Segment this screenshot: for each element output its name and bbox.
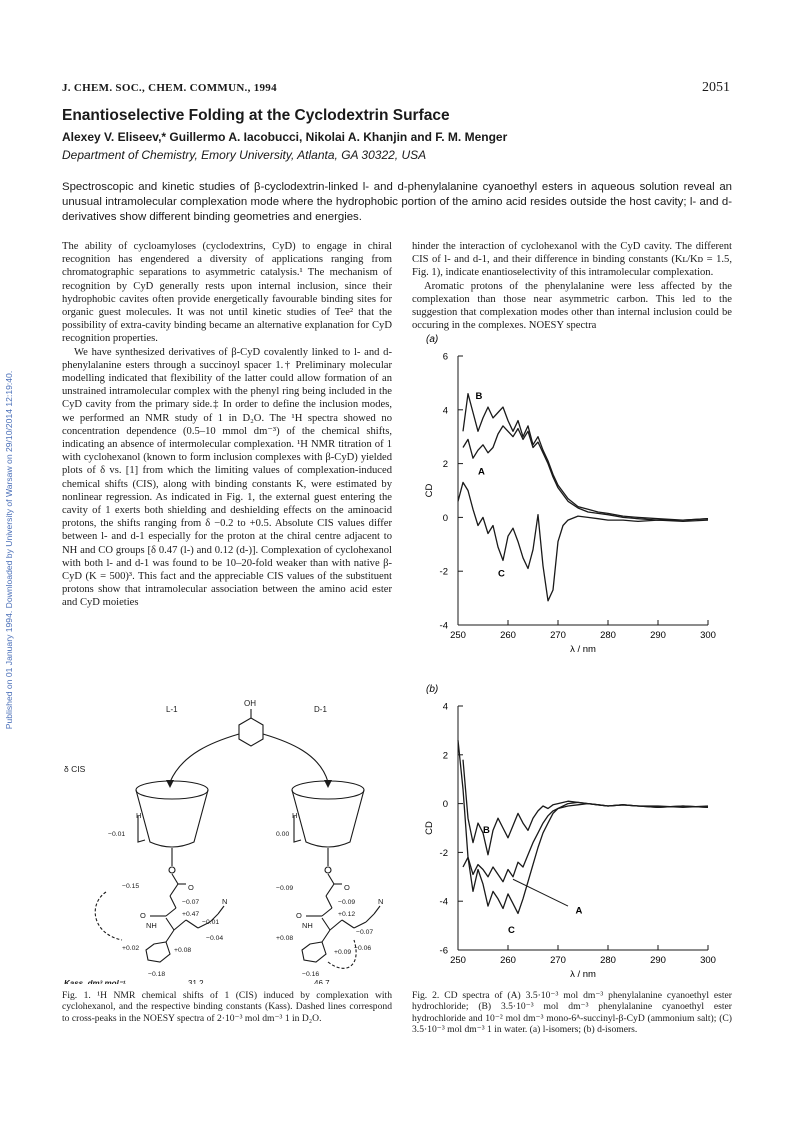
y-tick-label: -4 xyxy=(439,896,448,908)
cis-l-e: −0.04 xyxy=(206,935,224,942)
nh-label-l: NH xyxy=(146,921,157,930)
y-tick-label: 0 xyxy=(442,799,448,811)
kass-d-value: 46.7 xyxy=(314,979,330,984)
label-l-isomer: L-1 xyxy=(166,705,178,714)
figure-2b-svg xyxy=(412,680,732,990)
nitrile-n-l: N xyxy=(222,897,228,906)
download-watermark xyxy=(2,240,16,860)
cis-l-f: +0.02 xyxy=(122,945,140,952)
y-tick-label: -6 xyxy=(439,945,448,957)
chain-l xyxy=(95,867,224,962)
figure-1-drawing xyxy=(62,694,392,984)
label-delta-cis: δ CIS xyxy=(64,764,86,774)
article-affiliation: Department of Chemistry, Emory University, Atlanta, GA 30322, USA xyxy=(62,148,427,162)
y-tick-label: -4 xyxy=(439,620,448,632)
series-line-A xyxy=(463,804,708,882)
series-label-C: C xyxy=(498,568,505,580)
cyclohexanol-structure xyxy=(170,709,328,782)
y-tick-label: -2 xyxy=(439,847,448,859)
y-tick-label: 2 xyxy=(442,459,448,471)
series-label-B: B xyxy=(475,391,483,403)
series-line-B xyxy=(463,394,708,520)
label-oh: OH xyxy=(244,699,256,708)
x-tick-label: 250 xyxy=(450,630,466,641)
cyclodextrin-l xyxy=(136,781,208,866)
carbonyl-o-d: O xyxy=(344,883,350,892)
y-axis-label: CD xyxy=(424,821,435,835)
cis-d-c: +0.12 xyxy=(338,911,356,918)
panel-label: (b) xyxy=(426,684,439,695)
proton-h1-d: H xyxy=(292,811,298,820)
x-tick-label: 290 xyxy=(650,630,666,641)
label-d-isomer: D-1 xyxy=(314,705,327,714)
cis-d-b: −0.09 xyxy=(338,899,356,906)
y-tick-label: 0 xyxy=(442,512,448,524)
series-label-C: C xyxy=(508,924,515,936)
series-line-C xyxy=(458,482,708,600)
x-tick-label: 260 xyxy=(500,955,516,966)
cis-d-d: −0.07 xyxy=(356,929,374,936)
x-tick-label: 250 xyxy=(450,955,466,966)
x-axis-label: λ / nm xyxy=(570,644,596,655)
running-header xyxy=(62,82,730,98)
kass-l-value: 31.2 xyxy=(188,979,204,984)
article-title: Enantioselective Folding at the Cyclodextrin Surface xyxy=(62,107,450,124)
nh-label-d: NH xyxy=(302,921,313,930)
arrowheads xyxy=(166,780,332,788)
series-label-B: B xyxy=(483,824,490,836)
cis-d-g: +0.09 xyxy=(334,949,352,956)
x-tick-label: 300 xyxy=(700,630,716,641)
article-abstract: Spectroscopic and kinetic studies of β-cyclodextrin-linked l- and d-phenylalanine cyanoethyl esters in aqueous solution reveal an unusual intramolecular complexation mode where the hydrophobic portion of the amino acid resides outside the host cavity; l- and d-derivatives show different binding geometries and energies. xyxy=(62,181,732,224)
x-tick-label: 280 xyxy=(600,955,616,966)
y-tick-label: 6 xyxy=(442,351,448,363)
x-tick-label: 290 xyxy=(650,955,666,966)
nitrile-n-d: N xyxy=(378,897,384,906)
panel-label: (a) xyxy=(426,334,439,345)
cis-l-c: +0.47 xyxy=(182,911,200,918)
y-axis-label: CD xyxy=(424,483,435,498)
series-line-C xyxy=(458,740,708,913)
cyclodextrin-d xyxy=(292,781,364,866)
figure-1-caption: Fig. 1. ¹H NMR chemical shifts of 1 (CIS) induced by complexation with cyclohexanol, and the respective binding constants (Kass). Dashed lines correspond to cross-peaks in the NOESY spectra of 2·10⁻³ mol dm⁻³ 1 in D₂O. xyxy=(62,990,392,1024)
body-paragraph: Aromatic protons of the phenylalanine were less affected by the complexation than those near asymmetric carbon. This led to the suggestion that complexation modes other than internal inclusion could be occuring in the complexes. NOESY spectra xyxy=(412,280,732,332)
proton-h1-l: H xyxy=(136,811,142,820)
y-tick-label: -2 xyxy=(439,566,448,578)
body-paragraph: hinder the interaction of cyclohexanol with the CyD cavity. The different CIS of l- and d-1, and their difference in binding constants (Kʟ/Kᴅ = 1.5, Fig. 1), indicate enantioselectivity of this intramolecular complexation. xyxy=(412,241,732,279)
figure-1-scheme xyxy=(62,694,392,984)
carbonyl-o2-l: O xyxy=(140,911,146,920)
cis-d-a: −0.09 xyxy=(276,885,294,892)
page-number: 2051 xyxy=(702,80,730,95)
y-tick-label: 4 xyxy=(442,701,448,713)
cis-l-b: −0.07 xyxy=(182,899,200,906)
x-tick-label: 260 xyxy=(500,630,516,641)
body-right-column xyxy=(412,240,732,332)
body-paragraph: We have synthesized derivatives of β-CyD covalently linked to l- and d-phenylalanine esters through a succinoyl spacer 1.† Preliminary molecular modelling indicated that flexibility of the latter could allow formation of an unstrained intramolecular complex with the phenyl ring being included in the CyD cavity from the primary side.‡ In order to define the inclusion modes, we performed an NMR study of 1 in D₂O. The ¹H spectra showed no concentration dependence (0.5–10 mmol dm⁻³) of the chemical shifts, indicating an absence of intermolecular complexation. ¹H NMR titration of 1 with cyclohexanol (known to form inclusion complexes with β-CyD) yielded plots of δ vs. [1] from which the limiting values of complexation-induced chemical shifts (CIS), along with binding constants K, were estimated by nonlinear regression. As indicated in Fig. 1, the external guest entering the cavity of 1 exerts both shielding and deshielding effects on the aminoacid protons, the shifts ranging from δ −0.2 to +0.5. Absolute CIS values differ between l- and d-1 especially for the proton at the chiral centre adjacent to NH and CO groups [δ 0.47 (l-) and 0.12 (d-)]. Complexation of cyclohexanol with both l- and d-1 was found to be 10–20-fold weaker than with native β-CyD (K = 500)³. This fact and the appreciable CIS values of the substituent protons show that intramolecular association between the amino acid ester and CyD moieties xyxy=(62,346,392,609)
download-watermark-text: Published on 01 January 1994. Downloaded by University of Warsaw on 29/10/2014 12:19:40. xyxy=(4,370,14,730)
journal-name: J. CHEM. SOC., CHEM. COMMUN., 1994 xyxy=(62,82,277,94)
cis-d-h1: 0.00 xyxy=(276,831,290,838)
figure-2a-svg xyxy=(412,330,732,660)
x-tick-label: 270 xyxy=(550,955,566,966)
x-tick-label: 300 xyxy=(700,955,716,966)
x-tick-label: 280 xyxy=(600,630,616,641)
x-tick-label: 270 xyxy=(550,630,566,641)
body-paragraph: The ability of cycloamyloses (cyclodextrins, CyD) to engage in chiral recognition has engendered a diversity of applications ranging from chromatographic separations to asymmetric catalysis.¹ The mechanism of recognition by CyD generally rests upon internal inclusion, since their hydrophobic cavites often provide energetically favourable binding sites for organic guest molecules. It was not until kinetic studies of Tee² that the possibility of extra-cavity binding became an alternative explanation for CyD recognition properties. xyxy=(62,241,392,345)
article-authors: Alexey V. Eliseev,* Guillermo A. Iacobucci, Nikolai A. Khanjin and F. M. Menger xyxy=(62,130,508,144)
annotation-label-A: A xyxy=(575,905,583,917)
cis-l-h1: −0.01 xyxy=(108,831,126,838)
series-label-A: A xyxy=(478,466,485,478)
figure-2-caption: Fig. 2. CD spectra of (A) 3.5·10⁻³ mol dm⁻³ phenylalanine cyanoethyl ester hydrochloride; (B) 3.5·10⁻³ mol dm⁻³ phenylalanine cyanoethyl ester hydrochloride and 10⁻² mol dm⁻³ mono-6ᴬ-succinyl-β-CyD (ammonium salt); (C) 3.5·10⁻³ mol dm⁻³ 1 in water. (a) l-isomers; (b) d-isomers. xyxy=(412,990,732,1036)
cis-d-e: −0.06 xyxy=(354,945,372,952)
series-line-A xyxy=(463,426,708,520)
carbonyl-o2-d: O xyxy=(296,911,302,920)
cis-l-a: −0.15 xyxy=(122,883,140,890)
cis-d-f: +0.08 xyxy=(276,935,294,942)
cis-l-d: −0.01 xyxy=(202,919,220,926)
body-left-column xyxy=(62,240,392,610)
figure-2a-chart xyxy=(412,330,732,660)
cis-d-h: −0.16 xyxy=(302,971,320,978)
cis-l-g: +0.08 xyxy=(174,947,192,954)
figure-2b-chart xyxy=(412,680,732,990)
y-tick-label: 2 xyxy=(442,750,448,762)
x-axis-label: λ / nm xyxy=(570,969,596,980)
kass-label: Kass, dm³ mol⁻¹ xyxy=(64,979,126,984)
cis-l-h: −0.18 xyxy=(148,971,166,978)
y-tick-label: 4 xyxy=(442,405,448,417)
carbonyl-o-l: O xyxy=(188,883,194,892)
